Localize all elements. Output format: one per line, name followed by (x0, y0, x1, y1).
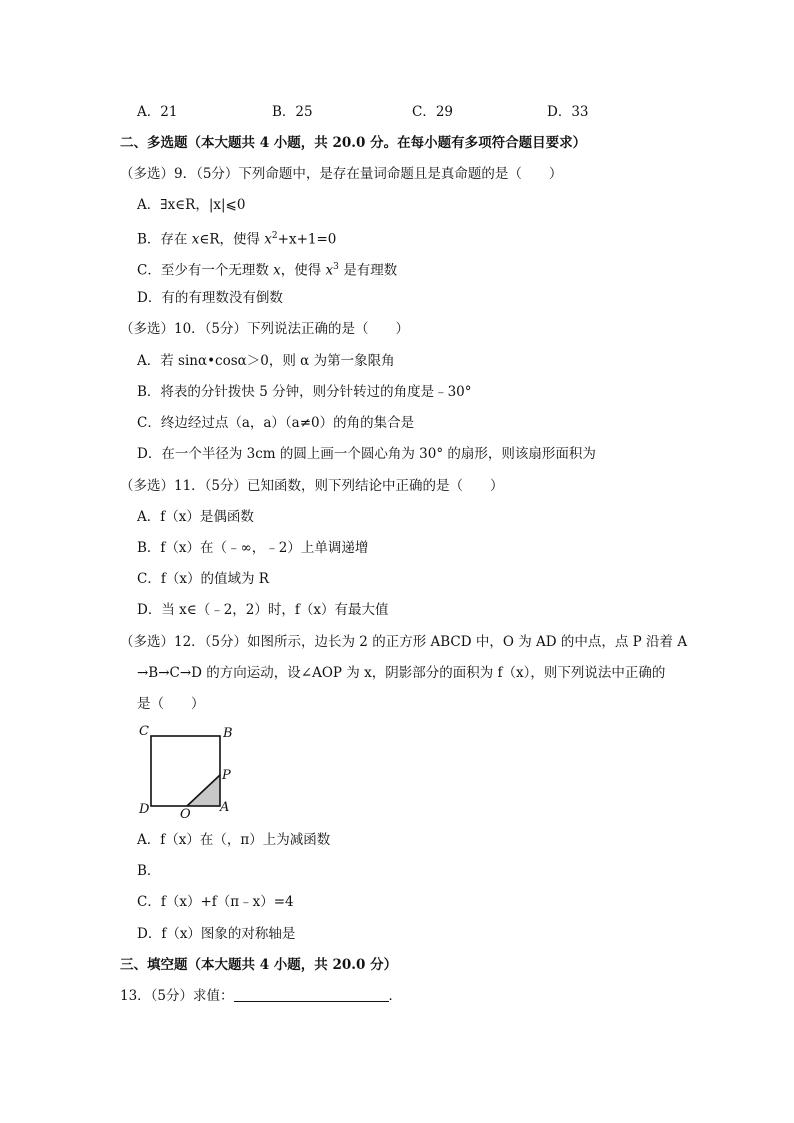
question-11-option-d: D．当 x∈（﹣2，2）时，f（x）有最大值 (137, 602, 389, 618)
question-9-option-d: D．有的有理数没有倒数 (137, 290, 283, 306)
label-b: B (223, 726, 233, 741)
question-9-stem: （多选）9．（5分）下列命题中，是存在量词命题且是真命题的是（ ） (120, 166, 563, 182)
question-9-option-a: A．∃x∈R，|x|⩽0 (137, 197, 246, 213)
section-heading-fill-blank: 三、填空题（本大题共 4 小题，共 20.0 分） (120, 957, 398, 973)
section-heading-multi-choice: 二、多选题（本大题共 4 小题，共 20.0 分。在每小题有多项符合题目要求） (120, 135, 587, 151)
text: ，使得 (280, 262, 326, 279)
exponent: 3 (333, 262, 339, 272)
question-11-option-b: B．f（x）在（﹣∞，﹣2）上单调递增 (137, 540, 369, 556)
option-a: A．21 (137, 104, 178, 120)
var-x: x (325, 262, 334, 279)
answer-blank[interactable] (234, 987, 389, 1002)
label-d: D (139, 802, 150, 817)
question-12-stem-line-3: 是（ ） (137, 696, 205, 712)
label-o: O (180, 807, 191, 822)
label-c: C (139, 724, 149, 739)
var-x: x (273, 262, 281, 279)
square-abcd-figure (134, 722, 244, 822)
question-12-option-b: B． (137, 863, 161, 879)
question-11-stem: （多选）11．（5分）已知函数，则下列结论中正确的是（ ） (120, 478, 504, 494)
text: 是有理数 (338, 262, 398, 279)
option-d: D．33 (547, 104, 589, 120)
question-12-option-c: C．f（x）+f（π﹣x）=4 (137, 894, 294, 910)
question-12-stem-line-1: （多选）12．（5分）如图所示，边长为 2 的正方形 ABCD 中，O 为 AD 的中点，点 P 沿着 A (120, 634, 688, 650)
question-12-option-a: A．f（x）在（，π）上为减函数 (137, 832, 331, 848)
exponent: 2 (271, 231, 278, 241)
question-10-option-a: A．若 sinα•cosα＞0，则 α 为第一象限角 (137, 353, 395, 369)
question-9-option-b (137, 227, 336, 249)
text: ∈R，使得 (199, 231, 265, 248)
label-p: P (222, 768, 231, 783)
question-9-option-c (137, 258, 397, 280)
question-13 (120, 987, 402, 1005)
label-a: A (220, 800, 230, 815)
text: B．存在 (137, 231, 192, 248)
option-c: C．29 (412, 104, 454, 120)
text: +x+1=0 (277, 231, 337, 248)
question-10-option-c: C．终边经过点（a，a）（a≠0）的角的集合是 (137, 415, 415, 431)
period: ． (388, 988, 403, 1004)
question-10-option-b: B．将表的分针拨快 5 分钟，则分针转过的角度是﹣30° (137, 384, 472, 400)
var-x: x (191, 231, 200, 248)
question-11-option-c: C．f（x）的值域为 R (137, 571, 269, 587)
question-10-option-d: D．在一个半径为 3cm 的圆上画一个圆心角为 30° 的扇形，则该扇形面积为 (137, 446, 596, 462)
question-12-option-d: D．f（x）图象的对称轴是 (137, 926, 296, 942)
question-11-option-a: A．f（x）是偶函数 (137, 509, 254, 525)
text: C．至少有一个无理数 (137, 262, 274, 279)
var-x: x (264, 231, 272, 248)
option-b: B．25 (272, 104, 313, 120)
question-13-stem: 13．（5分）求值： (120, 988, 234, 1004)
question-12-stem-line-2: →B→C→D 的方向运动，设∠AOP 为 x，阴影部分的面积为 f（x），则下列说法中正确的 (137, 665, 666, 681)
question-10-stem: （多选）10．（5分）下列说法正确的是（ ） (120, 321, 410, 337)
